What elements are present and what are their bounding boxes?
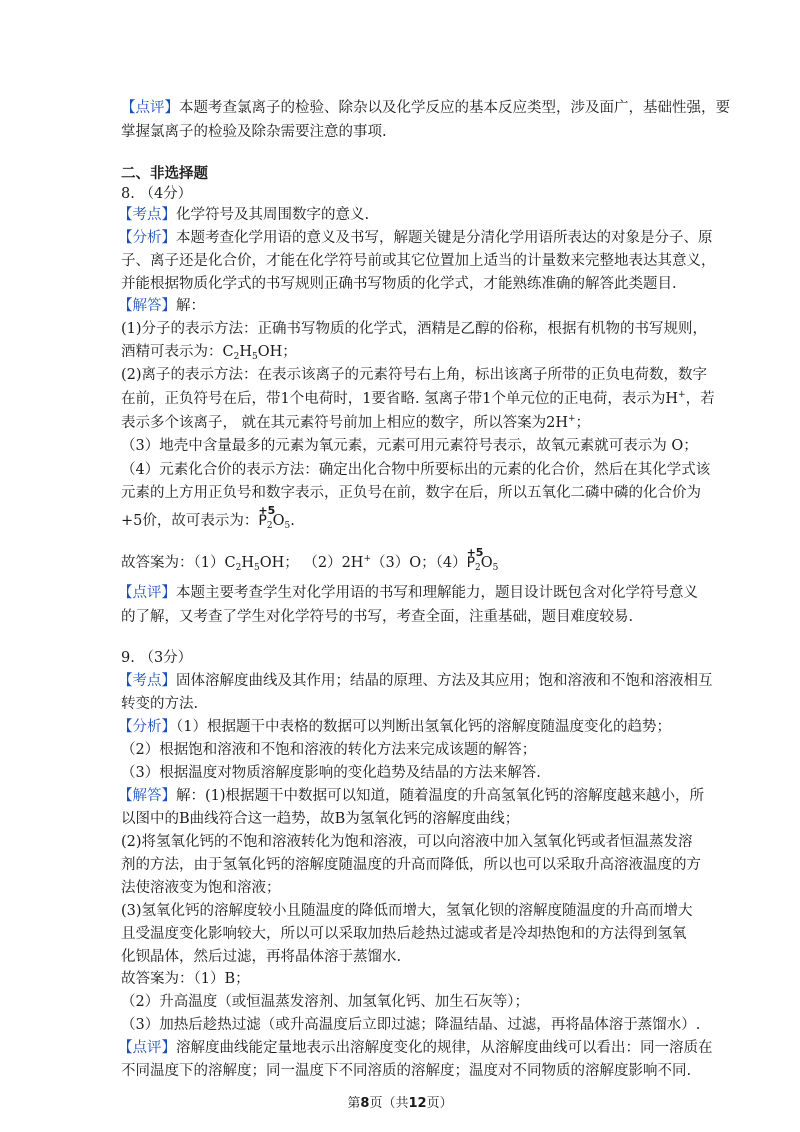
q9-solution-line-8: 化钡晶体，然后过滤，再将晶体溶于蒸馏水. <box>121 949 402 965</box>
q9-solution-line-1: 【解答】解：(1)根据题干中数据可以知道，随着温度的升高氢氧化钙的溶解度越来越小，所 <box>118 788 705 804</box>
q9-solution-line-2: 以图中的B曲线符合这一趋势，故B为氢氧化钙的溶解度曲线； <box>121 811 520 827</box>
review-line-2: 掌握氯离子的检验及除杂需要注意的事项. <box>121 124 387 140</box>
q8-part2-line-3: 表示多个该离子， 就在其元素符号前加上相应的数字，所以答案为2H+； <box>121 414 591 431</box>
q8-part4-line-3: +5价，故可表示为： +5 $P_2O_5$. <box>121 504 295 531</box>
q9-review-line-1: 【点评】溶解度曲线能定量地表示出溶解度变化的规律，从溶解度曲线可以看出：同一溶质在 <box>118 1040 713 1056</box>
q9-solution-line-4: 剂的方法，由于氢氧化钙的溶解度随温度的升高而降低，所以也可以采取升高溶液温度的方 <box>121 857 701 873</box>
page-number: 8 <box>360 1096 370 1111</box>
q8-analysis-line-1: 【分析】本题考查化学用语的意义及书写，解题关键是分清化学用语所表达的对象是分子、原 <box>118 230 713 246</box>
q9-solution-line-7: 且受温度变化影响较大，所以可以采取加热后趁热过滤或者是冷却热饱和的方法得到氢氧 <box>121 926 687 942</box>
q9-answer-line-2: （2）升高温度（或恒温蒸发溶剂、加氢氧化钙、加生石灰等）； <box>121 994 529 1010</box>
q8-review-line-2: 的了解，又考查了学生对化学符号的书写，考查全面，注重基础，题目难度较易. <box>121 609 634 625</box>
q9-answer-line-1: 故答案为：（1）B； <box>121 971 250 987</box>
q9-review-line-2: 不同温度下的溶解度；同一温度下不同溶质的溶解度；温度对不同物质的溶解度影响不同. <box>121 1063 692 1079</box>
q9-solution-line-6: (3)氢氧化钙的溶解度较小且随温度的降低而增大，氢氧化钡的溶解度随温度的升高而增大 <box>121 903 693 919</box>
q9-analysis-line-2: （2）根据饱和溶液和不饱和溶液的转化方法来完成该题的解答； <box>121 742 537 758</box>
q8-part4-line-2: 元素的上方用正负号和数字表示，正负号在前，数字在后，所以五氧化二磷中磷的化合价为 <box>121 485 701 501</box>
valence-formula: +5 P <box>258 504 276 529</box>
q8-review-line-1: 【点评】本题主要考查学生对化学用语的书写和理解能力，题目设计既包含对化学符号意义 <box>118 585 698 601</box>
q8-kaodian: 【考点】化学符号及其周围数字的意义. <box>118 207 370 223</box>
q8-heading: 8. （4分） <box>121 186 193 202</box>
page-footer: 第8页（共12页） <box>347 1096 453 1111</box>
section-title: 二、非选择题 <box>121 166 208 182</box>
q9-kaodian-line-1: 【考点】固体溶解度曲线及其作用；结晶的原理、方法及其应用；饱和溶液和不饱和溶液相互 <box>118 673 713 689</box>
total-pages: 12 <box>408 1096 427 1111</box>
q8-part2-line-2: 在前，正负符号在后，带1个电荷时，1要省略. 氢离子带1个单元位的正电荷，表示为H+，若 <box>121 390 715 407</box>
review-line-1: 【点评】本题考查氯离子的检验、除杂以及化学反应的基本反应类型，涉及面广，基础性强，要 <box>121 100 730 116</box>
q9-analysis-line-1: 【分析】（1）根据题干中表格的数据可以判断出氢氧化钙的溶解度随温度变化的趋势； <box>118 719 671 735</box>
q8-answer: 故答案为：$(1)C_2H_5OH$； （2）2H+（3）O；（4） +5 $P_2O_5$ <box>121 546 499 573</box>
review-tag: 【点评】 <box>121 100 179 116</box>
q8-solution-label: 【解答】解： <box>118 298 205 314</box>
q9-answer-line-3: （3）加热后趁热过滤（或升高温度后立即过滤；降温结晶、过滤，再将晶体溶于蒸馏水）. <box>121 1017 701 1033</box>
q9-solution-line-5: 法使溶液变为饱和溶液； <box>121 880 281 896</box>
q9-heading: 9. （3分） <box>121 650 193 666</box>
q9-kaodian-line-2: 转变的方法. <box>121 696 199 712</box>
q8-part2-line-1: (2)离子的表示方法：在表示该离子的元素符号右上角，标出该离子所带的正负电荷数，数字 <box>121 367 708 383</box>
q8-analysis-line-2: 子、离子还是化合价，才能在化学符号前或其它位置加上适当的计量数来完整地表达其意义， <box>121 253 716 269</box>
q8-part1-line-1: (1)分子的表示方法：正确书写物质的化学式，酒精是乙醇的俗称，根据有机物的书写规则， <box>121 321 708 337</box>
q8-part1-line-2: 酒精可表示为：$C_2H_5OH$； <box>121 344 297 362</box>
q8-part3-line: （3）地壳中含量最多的元素为氧元素，元素可用元素符号表示，故氧元素就可表示为 O； <box>121 438 698 454</box>
valence-formula-answer: +5 P <box>466 546 484 571</box>
q9-solution-line-3: (2)将氢氧化钙的不饱和溶液转化为饱和溶液，可以向溶液中加入氢氧化钙或者恒温蒸发溶 <box>121 834 693 850</box>
q9-analysis-line-3: （3）根据温度对物质溶解度影响的变化趋势及结晶的方法来解答. <box>121 765 541 781</box>
q8-analysis-line-3: 并能根据物质化学式的书写规则正确书写物质的化学式，才能熟练准确的解答此类题目. <box>121 276 677 292</box>
q8-part4-line-1: （4）元素化合价的表示方法：确定出化合物中所要标出的元素的化合价，然后在其化学式该 <box>121 462 711 478</box>
